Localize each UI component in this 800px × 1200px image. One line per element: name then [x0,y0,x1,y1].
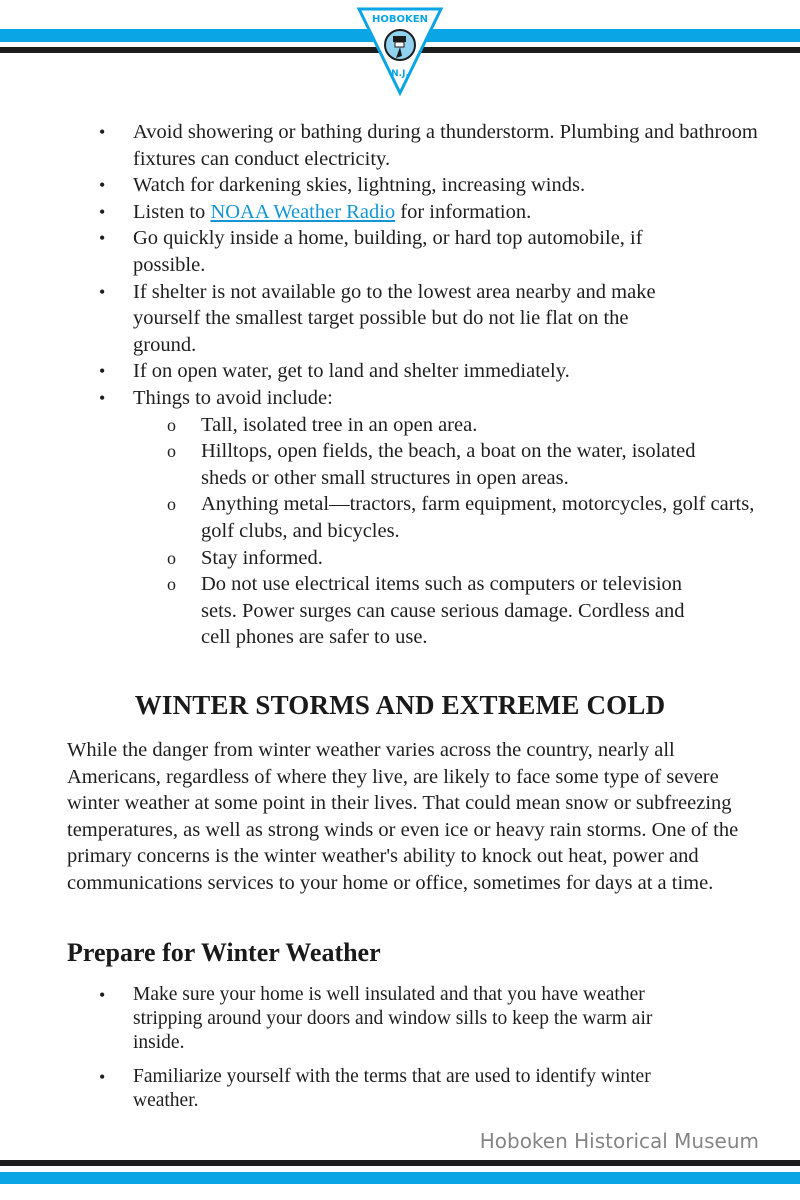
circle-bullet-icon: o [167,547,176,568]
list-item [0,358,800,385]
bottom-black-stripe [0,1160,800,1166]
list-item [0,199,800,226]
subsection-title: Prepare for Winter Weather [67,938,381,967]
section-title: WINTER STORMS AND EXTREME COLD [134,690,666,720]
bullet-icon: • [99,228,106,249]
bullet-icon: • [99,985,106,1005]
thunderstorm-tips [0,119,800,651]
list-item-text: Familiarize yourself with the terms that are used to identify winter weather. [133,1066,651,1111]
sub-list-item [0,571,800,651]
list-item-text: Go quickly inside a home, building, or hard top automobile, if possible. [133,227,643,276]
list-item-text: Avoid showering or bathing during a thunderstorm. Plumbing and bathroom fixtures can conduct electricity. [133,121,758,170]
bullet-icon: • [99,122,106,142]
svg-text:N.J.: N.J. [391,69,409,79]
winter-paragraph: While the danger from winter weather varies across the country, nearly all Americans, regardless of where they live, are likely to face some type of severe winter weather at some point in their lives. That could mean snow or subfreezing temperatures, as well as strong winds or even ice or heavy rain storms. One of the primary concerns is the winter weather's ability to knock out heat, power and communications services to your home or office, sometimes for days at a time. [67,739,739,894]
sub-list-item [0,491,800,544]
list-item-text: Watch for darkening skies, lightning, increasing winds. [133,174,586,197]
things-to-avoid-list [0,412,800,651]
hoboken-logo [356,6,444,96]
list-item-text: Hilltops, open fields, the beach, a boat on the water, isolated sheds or other small structures in open areas. [201,440,696,489]
list-item [0,119,800,172]
list-item [0,225,800,278]
bottom-blue-stripe [0,1172,800,1184]
list-item-text: If shelter is not available go to the lowest area nearby and make yourself the smallest target possible but do not lie flat on the ground. [133,280,656,356]
sub-list-item [0,545,800,572]
bullet-icon: • [99,281,106,302]
bullet-icon: • [99,201,106,222]
bullet-icon: • [99,361,106,382]
bullet-icon: • [99,387,106,408]
circle-bullet-icon: o [167,494,176,515]
list-item-text: Do not use electrical items such as computers or television sets. Power surges can cause serious damage. Cordless and cell phones are safer to use. [201,573,685,649]
svg-text:HOBOKEN: HOBOKEN [372,14,428,25]
sub-list-item [0,438,800,491]
sub-list-item [0,412,800,439]
list-item-text: for information. [395,200,532,223]
list-item [0,172,800,199]
list-item-text: Things to avoid include: [133,386,333,409]
circle-bullet-icon: o [167,574,176,595]
list-item [0,385,800,412]
list-item [0,983,800,1055]
list-item-text: Tall, isolated tree in an open area. [201,413,478,436]
circle-bullet-icon: o [167,441,176,462]
list-item-text: Anything metal—tractors, farm equipment, motorcycles, golf carts, golf clubs, and bicycles. [201,493,755,542]
list-item-text: If on open water, get to land and shelter immediately. [133,360,570,383]
list-item-text: Make sure your home is well insulated and that you have weather stripping around your doors and window sills to keep the warm air inside. [133,984,653,1053]
bullet-icon: • [99,1067,106,1087]
bullet-icon: • [99,175,106,196]
list-item [0,1065,800,1113]
tips-list [0,119,800,412]
list-item-text: Stay informed. [201,546,323,569]
hoboken-seal-icon [356,6,444,96]
prepare-winter-list [0,983,800,1113]
museum-watermark: Hoboken Historical Museum [479,1129,759,1153]
noaa-weather-radio-link[interactable]: NOAA Weather Radio [210,200,396,223]
list-item [0,279,800,359]
circle-bullet-icon: o [167,414,176,435]
list-item-text: Listen to [133,200,211,223]
